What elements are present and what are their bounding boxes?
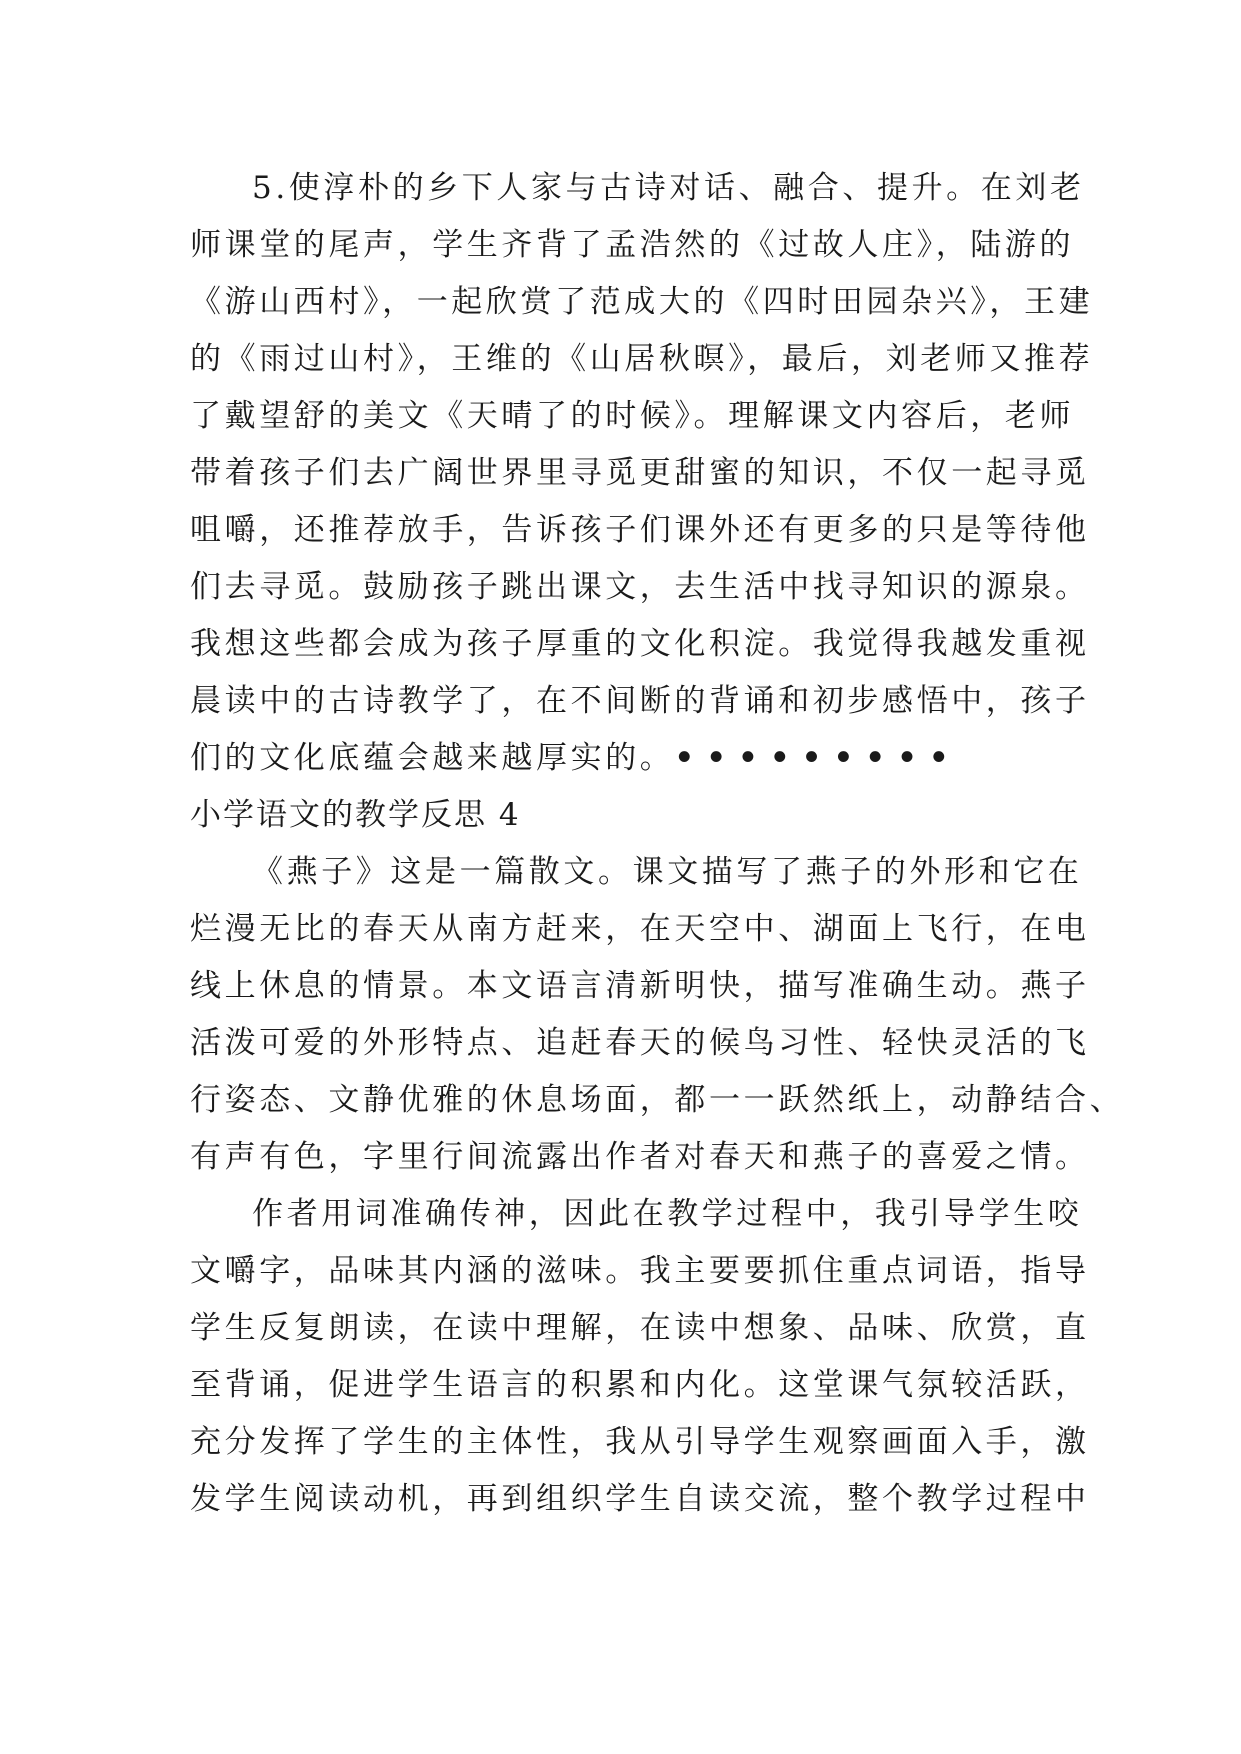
text-line: 活泼可爱的外形特点、追赶春天的候鸟习性、轻快灵活的飞 (190, 1025, 1090, 1061)
text-line: 我想这些都会成为孩子厚重的文化积淀。我觉得我越发重视 (190, 626, 1090, 662)
paragraph-teaching-process (190, 1186, 1090, 1528)
text-line: 的《雨过山村》，王维的《山居秋暝》，最后，刘老师又推荐 (190, 341, 1094, 377)
text-line: 烂漫无比的春天从南方赶来，在天空中、湖面上飞行，在电 (190, 911, 1090, 947)
text-line: 们的文化底蕴会越来越厚实的。 (190, 740, 675, 776)
text-line: 发学生阅读动机，再到组织学生自读交流，整个教学过程中 (190, 1481, 1090, 1517)
text-line-with-dots (190, 730, 1070, 787)
text-line: 了戴望舒的美文《天晴了的时候》。理解课文内容后，老师 (190, 398, 1075, 434)
trailing-dots: ••••••••• (674, 740, 961, 776)
text-line: 《游山西村》，一起欣赏了范成大的《四时田园杂兴》，王建 (190, 284, 1094, 320)
text-line: 们去寻觅。鼓励孩子跳出课文，去生活中找寻知识的源泉。 (190, 569, 1090, 605)
text-line: 文嚼字，品味其内涵的滋味。我主要要抓住重点词语，指导 (190, 1253, 1090, 1289)
text-line: 充分发挥了学生的主体性，我从引导学生观察画面入手，激 (190, 1424, 1090, 1460)
text-line: 至背诵，促进学生语言的积累和内化。这堂课气氛较活跃， (190, 1367, 1090, 1403)
text-line: 有声有色，字里行间流露出作者对春天和燕子的喜爱之情。 (190, 1139, 1090, 1175)
text-line: 学生反复朗读，在读中理解，在读中想象、品味、欣赏，直 (190, 1310, 1090, 1346)
text-line: 5.使淳朴的乡下人家与古诗对话、融合、提升。在刘老 (252, 170, 1085, 206)
document-page (190, 160, 1125, 1528)
text-line: 作者用词准确传神，因此在教学过程中，我引导学生咬 (252, 1196, 1083, 1232)
text-line: 《燕子》这是一篇散文。课文描写了燕子的外形和它在 (252, 854, 1083, 890)
text-line: 行姿态、文静优雅的休息场面，都一一跃然纸上，动静结合、 (190, 1082, 1125, 1118)
paragraph-swallow-intro (190, 844, 1125, 1186)
text-line: 带着孩子们去广阔世界里寻觅更甜蜜的知识，不仅一起寻觅 (190, 455, 1090, 491)
text-line: 咀嚼，还推荐放手，告诉孩子们课外还有更多的只是等待他 (190, 512, 1090, 548)
text-line: 晨读中的古诗教学了，在不间断的背诵和初步感悟中，孩子 (190, 683, 1090, 719)
text-line: 师课堂的尾声，学生齐背了孟浩然的《过故人庄》，陆游的 (190, 227, 1075, 263)
section-heading: 小学语文的教学反思 4 (190, 797, 521, 833)
paragraph-ancient-poetry (190, 160, 1094, 787)
text-line: 线上休息的情景。本文语言清新明快，描写准确生动。燕子 (190, 968, 1090, 1004)
